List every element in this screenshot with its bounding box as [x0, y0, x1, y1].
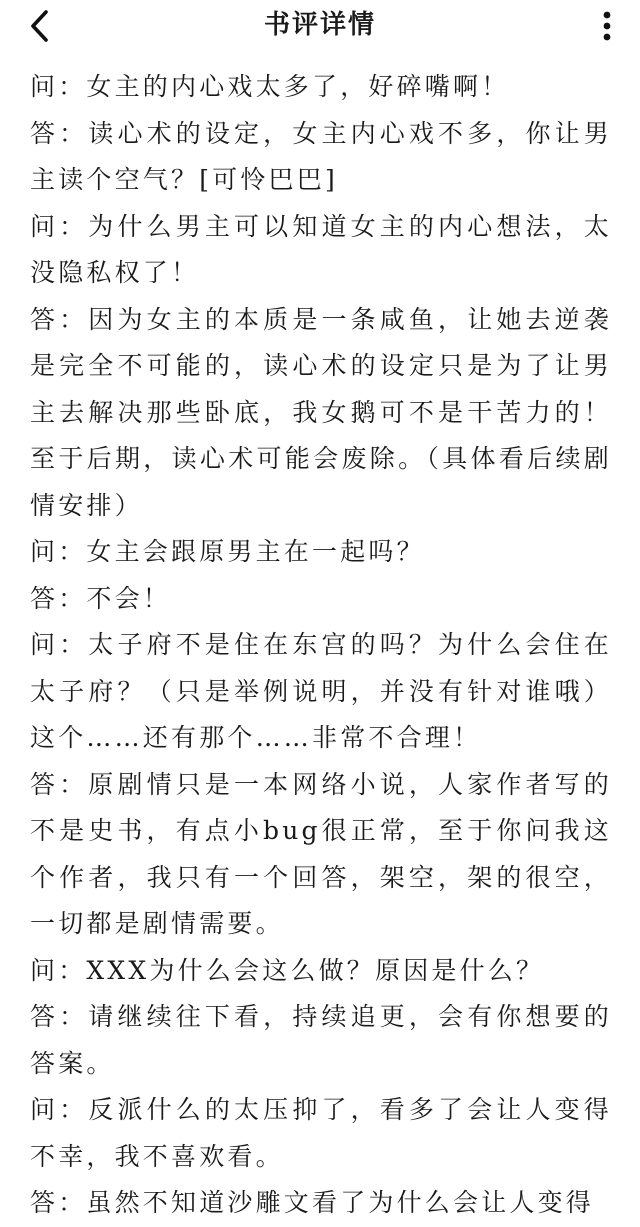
- more-vertical-icon: [602, 8, 612, 44]
- qa-paragraph: 问：女主的内心戏太多了，好碎嘴啊！: [30, 72, 510, 101]
- top-bar: [0, 0, 640, 52]
- qa-paragraph: 答：虽然不知道沙雕文看了为什么会让人变得: [30, 1188, 595, 1217]
- qa-paragraph: 问：女主会跟原男主在一起吗？: [30, 537, 425, 566]
- qa-paragraph: 答：不会！: [30, 583, 172, 613]
- qa-paragraph: 问：反派什么的太压抑了，看多了会让人变得不幸，我不喜欢看。: [30, 1095, 612, 1171]
- qa-paragraph: 答：原剧情只是一本网络小说，人家作者写的不是史书，有点小bug很正常，至于你问我这个作者，我只有一个回答，架空，架的很空，一切都是剧情需要。: [30, 769, 612, 938]
- qa-paragraph: 问：为什么男主可以知道女主的内心想法，太没隐私权了！: [30, 211, 612, 287]
- qa-paragraph: 答：读心术的设定，女主内心戏不多，你让男主读个空气？[可怜巴巴]: [30, 118, 612, 194]
- more-options-button[interactable]: [592, 4, 622, 48]
- qa-paragraph: 答：请继续往下看，持续追更，会有你想要的答案。: [30, 1002, 612, 1078]
- qa-paragraph: 问：太子府不是住在东宫的吗？为什么会住在太子府？（只是举例说明，并没有针对谁哦）这个……还有那个……非常不合理！: [30, 630, 612, 752]
- page-title: 书评详情: [263, 10, 376, 40]
- qa-paragraph: 答：因为女主的本质是一条咸鱼，让她去逆袭是完全不可能的，读心术的设定只是为了让男主去解决那些卧底，我女鹅可不是干苦力的！至于后期，读心术可能会废除。（具体看后续剧情安排）: [30, 304, 612, 520]
- qa-paragraph: 问：XXX为什么会这么做？原因是什么？: [30, 955, 545, 985]
- review-content: [30, 64, 612, 1217]
